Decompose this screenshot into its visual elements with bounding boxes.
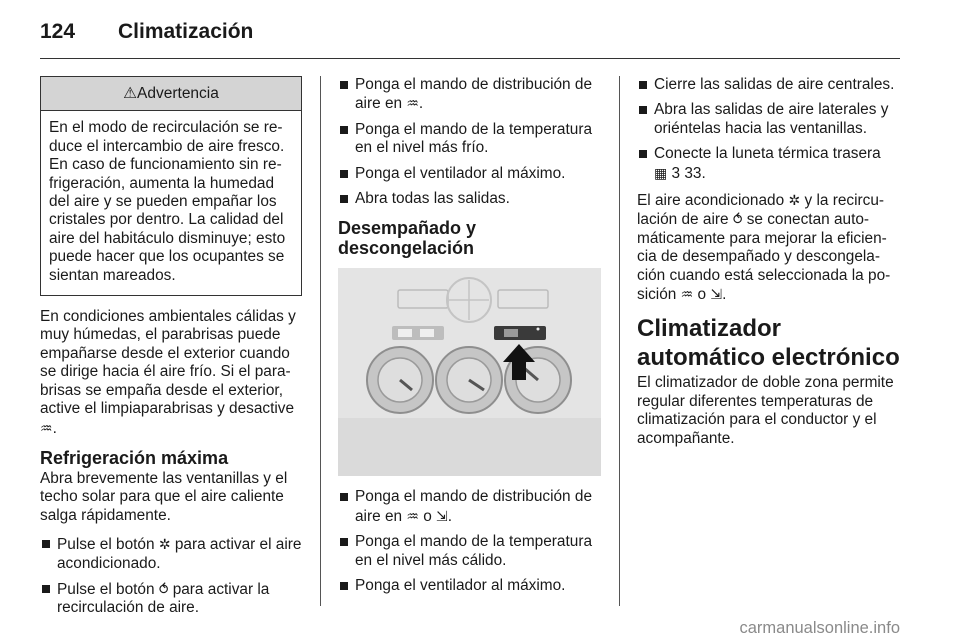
warning-title: Advertencia — [137, 85, 219, 102]
list-item: Pulse el botón ⥀ para activar la recirculación de aire. — [40, 580, 302, 618]
floor-defrost-icon: ⇲ — [710, 286, 723, 303]
defrost-icon: ♒ — [680, 286, 694, 303]
column-1 — [40, 76, 302, 626]
ac-icon: ✲ — [158, 536, 171, 553]
climate-control-figure — [338, 268, 601, 476]
warning-text: En el modo de recirculación se re-duce el intercambio de aire fresco. En caso de funcionamiento sin re-frigeración, aumenta la humedad del aire y se pueden empañar los cristales por dentro. La calidad del aire del habitáculo disminuye; esto puede hacer que los ocupantes se sientan mareados. — [49, 119, 286, 284]
watermark: carmanualsonline.info — [739, 619, 900, 637]
bullet-list — [338, 76, 601, 208]
section-heading: Climatizador automático electrónico — [637, 315, 900, 372]
floor-defrost-icon: ⇲ — [436, 507, 448, 524]
bullet-list — [40, 535, 302, 618]
list-item: Ponga el ventilador al máximo. — [338, 165, 601, 183]
defrost-icon: ♒ — [40, 419, 53, 436]
page-header — [40, 20, 253, 44]
list-item: Ponga el mando de distribución de aire en ♒. — [338, 76, 601, 114]
defrost-icon: ♒ — [406, 507, 419, 524]
list-item: Ponga el mando de la temperatura en el nivel más cálido. — [338, 533, 601, 570]
list-item: Conecte la luneta térmica trasera ▦ 3 33. — [637, 145, 902, 183]
list-item: Pulse el botón ✲ para activar el aire acondicionado. — [40, 535, 302, 573]
list-item: Cierre las salidas de aire centrales. — [637, 76, 902, 94]
climate-panel-illustration — [338, 268, 601, 476]
warning-box — [40, 76, 302, 296]
column-2 — [338, 76, 601, 603]
rear-window-heater-icon: ▦ — [654, 164, 668, 181]
recirculation-icon: ⥀ — [158, 580, 169, 597]
recirculation-icon: ⥀ — [732, 211, 743, 228]
vent-icon: ♒ — [406, 95, 419, 112]
bullet-list — [338, 488, 601, 595]
list-item: Ponga el ventilador al máximo. — [338, 577, 601, 595]
page-title: Climatización — [118, 20, 254, 43]
list-item: Abra todas las salidas. — [338, 190, 601, 208]
column-divider — [619, 76, 620, 606]
header-rule — [40, 58, 900, 59]
paragraph: Abra brevemente las ventanillas y el techo solar para que el aire caliente salga rápidamente. — [40, 469, 288, 524]
list-item: Ponga el mando de distribución de aire en ♒ o ⇲. — [338, 488, 601, 526]
list-item: Abra las salidas de aire laterales y oriéntelas hacia las ventanillas. — [637, 101, 902, 138]
paragraph: El aire acondicionado ✲ y la recircu-lación de aire ⥀ se conectan auto-máticamente para mejorar la eficien-cia de desempañado y descongela-ción cuando está seleccionada la po-sición ♒ o ⇲. — [637, 192, 891, 304]
warning-header — [41, 77, 301, 111]
column-divider — [320, 76, 321, 606]
paragraph: El climatizador de doble zona permite regular diferentes temperaturas de climatización para el conductor y el acompañante. — [637, 374, 894, 447]
warning-triangle-icon: ⚠ — [123, 85, 138, 102]
page-number: 124 — [40, 20, 76, 43]
ac-icon: ✲ — [788, 192, 801, 209]
section-heading: Refrigeración máxima — [40, 447, 229, 468]
paragraph: En condiciones ambientales cálidas y muy húmedas, el parabrisas puede empañarse desde el exterior cuando se dirige hacia él aire frío. Si el para-brisas se empaña desde el exterior, active el limpiaparabrisas y desactive ♒. — [40, 308, 296, 437]
section-heading: Desempañado y descongelación — [338, 218, 477, 259]
page-reference: 3 33. — [671, 164, 706, 182]
column-3 — [637, 76, 902, 458]
bullet-list — [637, 76, 902, 183]
list-item: Ponga el mando de la temperatura en el nivel más frío. — [338, 121, 601, 158]
